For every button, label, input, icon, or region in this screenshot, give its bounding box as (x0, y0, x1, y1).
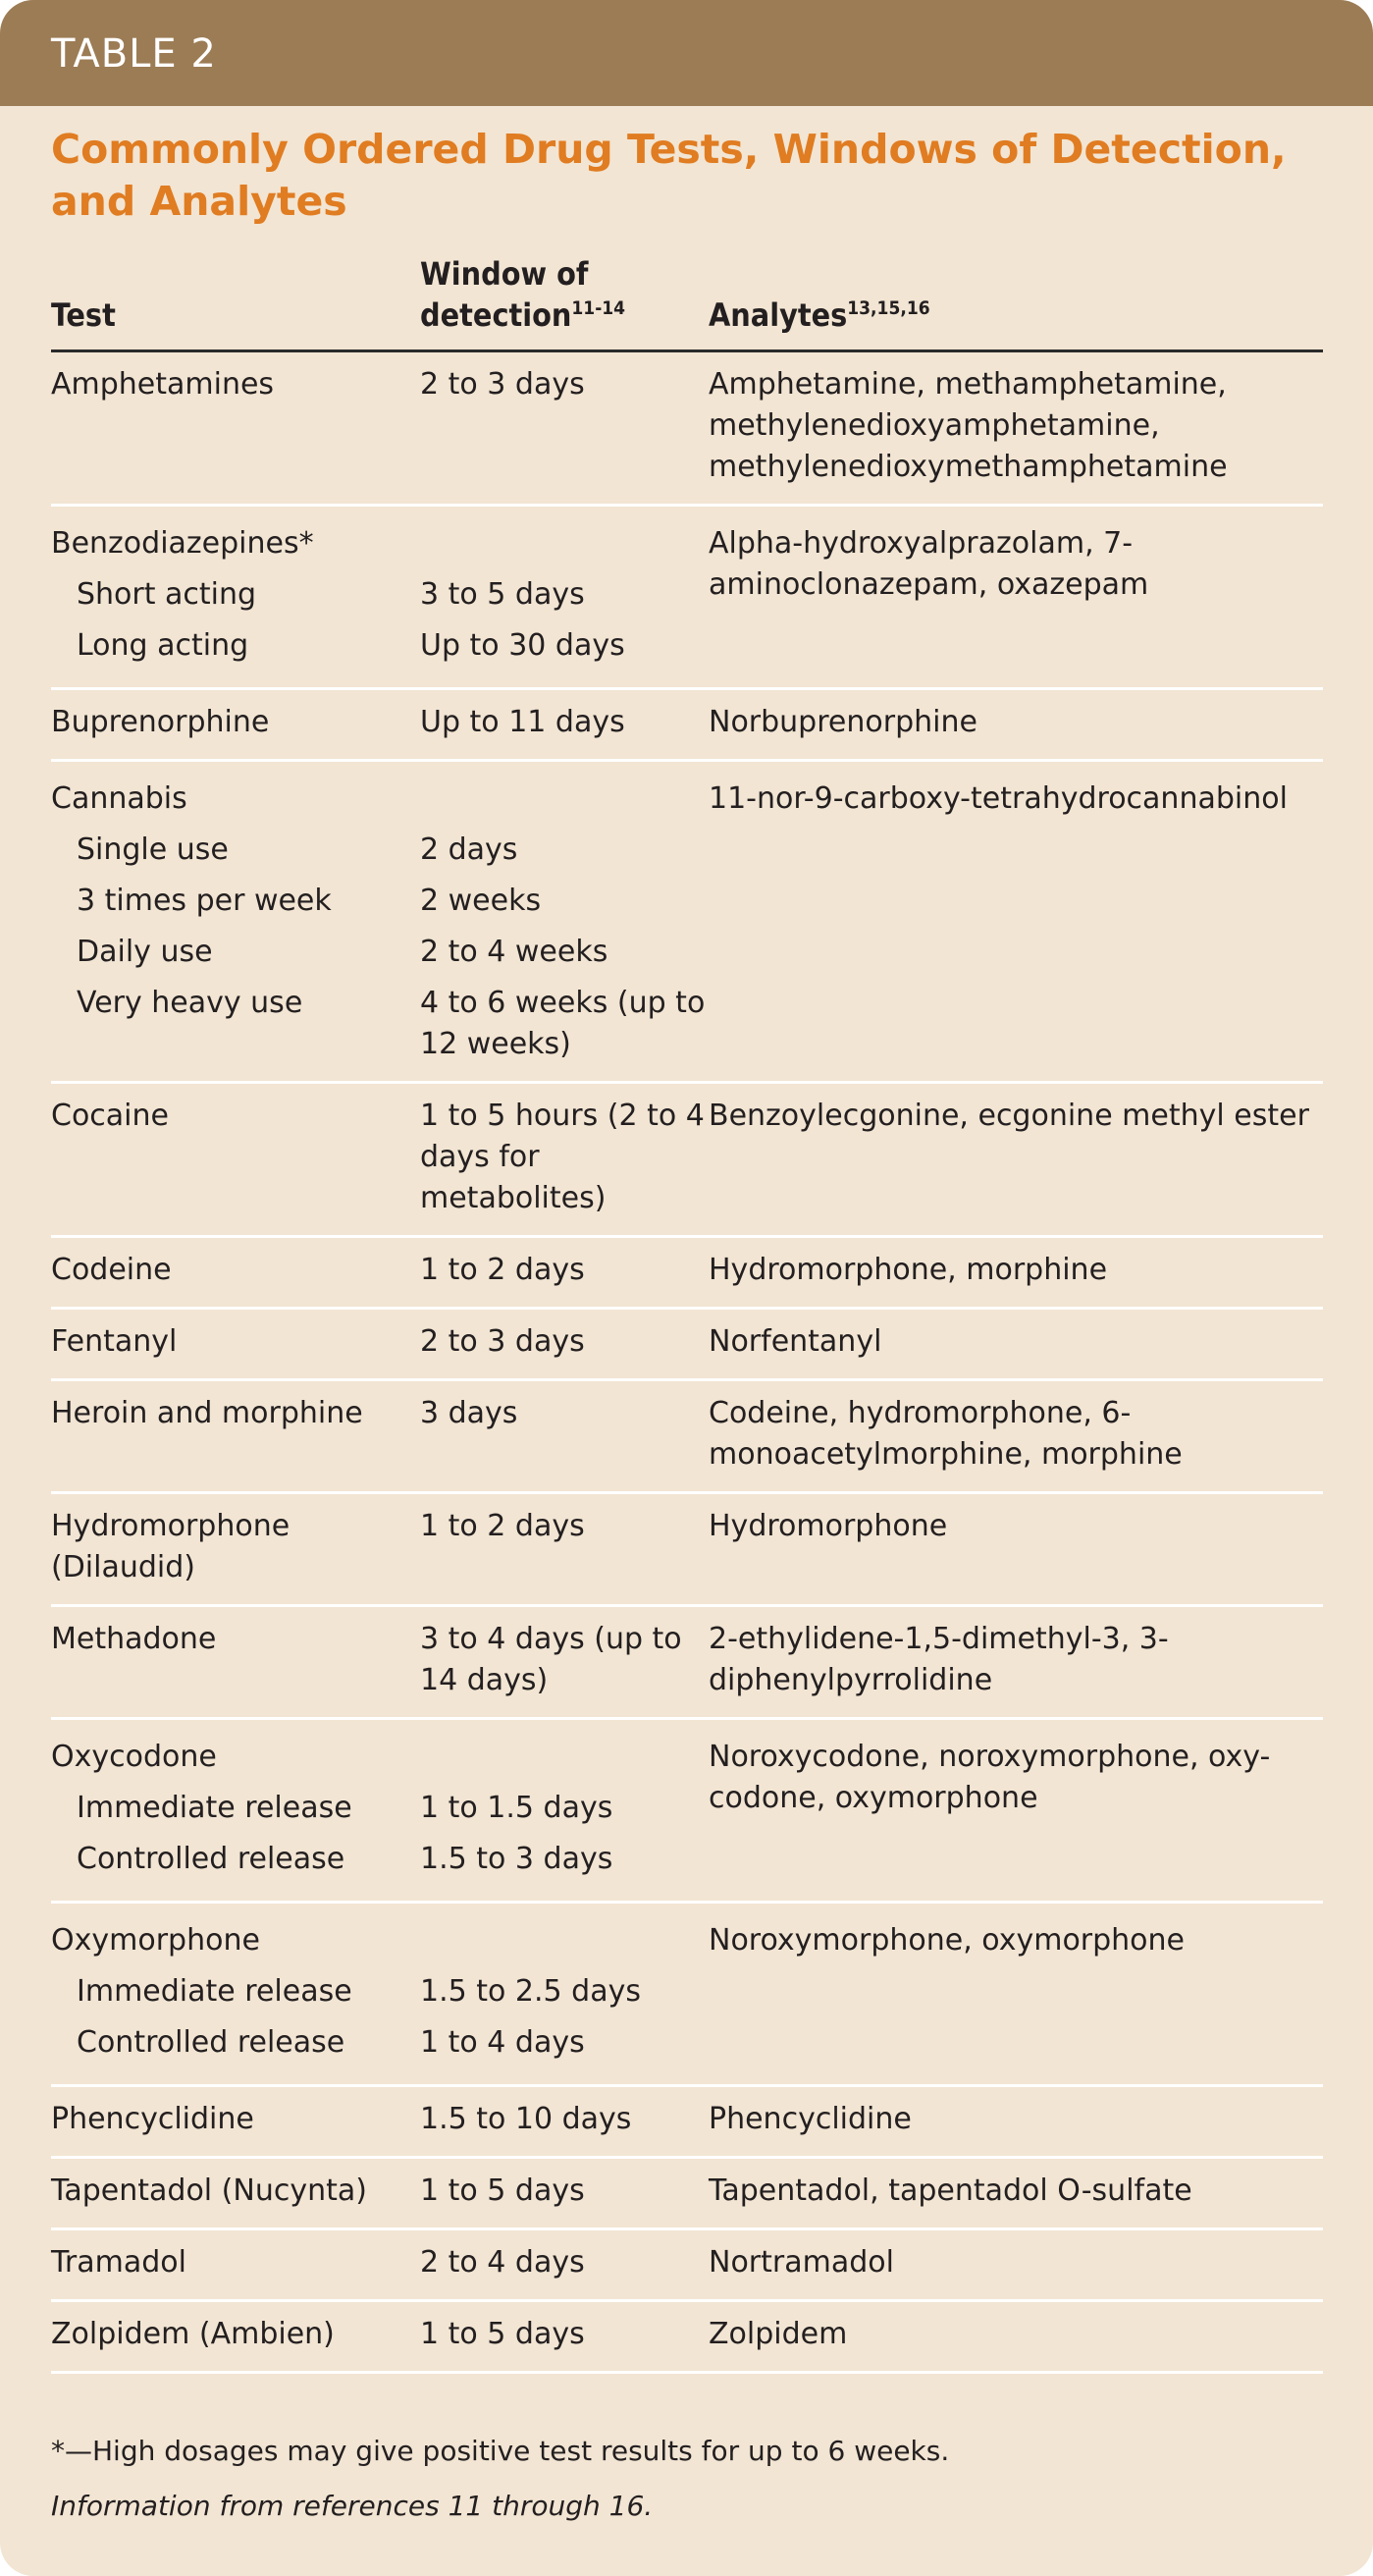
column-header-window-ref: 11-14 (571, 297, 626, 319)
cell-analytes: Norfentanyl (709, 1324, 882, 1359)
cell-test: Oxymorphone (51, 1923, 260, 1958)
cell-window: 1.5 to 3 days (420, 1842, 613, 1876)
cell-subtest: Short acting (77, 577, 257, 612)
cell-window: 1 to 2 days (420, 1509, 585, 1543)
cell-window: 3 to 4 days (up to 14 days) (420, 1622, 682, 1697)
cell-window: 1 to 5 hours (2 to 4 days for metabolites) (420, 1099, 705, 1215)
cell-analytes: Noroxycodone, noroxymorphone, oxy-codone, oxymorphone (709, 1740, 1271, 1815)
cell-window: Up to 11 days (420, 705, 625, 739)
cell-test: Zolpidem (Ambien) (51, 2317, 335, 2351)
table-row (51, 1238, 1323, 1310)
source-note: Information from references 11 through 16. (51, 2490, 654, 2522)
table-row (51, 1494, 1323, 1607)
cell-window: 1 to 1.5 days (420, 1791, 613, 1825)
cell-window (420, 518, 709, 569)
table-row (51, 2159, 1323, 2230)
cell-analytes: Hydromorphone, morphine (709, 1253, 1108, 1287)
cell-window: 3 days (420, 1396, 518, 1430)
cell-analytes: 2-ethylidene-1,5-dimethyl-3, 3-diphenylpyrrolidine (709, 1622, 1169, 1697)
cell-window: 1 to 5 days (420, 2317, 585, 2351)
cell-window: 1.5 to 2.5 days (420, 1974, 641, 2009)
cell-subtest: Very heavy use (77, 986, 303, 1020)
table-header-row (51, 245, 1323, 352)
table-row (51, 1381, 1323, 1494)
cell-subtest: 3 times per week (77, 884, 332, 918)
table-row (51, 1310, 1323, 1381)
cell-test: Benzodiazepines* (51, 526, 314, 561)
cell-test: Tramadol (51, 2245, 186, 2280)
column-header-analytes-label: Analytes (709, 296, 848, 334)
table-row (51, 2087, 1323, 2159)
cell-analytes: Hydromorphone (709, 1509, 948, 1543)
cell-test: Codeine (51, 1253, 172, 1287)
table-label: TABLE 2 (51, 31, 217, 77)
cell-test: Heroin and morphine (51, 1396, 363, 1430)
cell-analytes: Phencyclidine (709, 2102, 912, 2136)
table-row (51, 2230, 1323, 2302)
cell-window: 1 to 2 days (420, 1253, 585, 1287)
cell-analytes: Codeine, hydromorphone, 6-monoacetylmorphine, morphine (709, 1396, 1183, 1472)
cell-window (420, 1732, 709, 1783)
column-header-window-label: Window of detection (420, 255, 589, 334)
cell-test: Oxycodone (51, 1740, 217, 1774)
cell-window: 2 to 4 weeks (420, 935, 608, 969)
column-header-test: Test (51, 296, 116, 334)
cell-window: 4 to 6 weeks (up to 12 weeks) (420, 986, 706, 1061)
cell-window: 1 to 5 days (420, 2174, 585, 2208)
cell-analytes: Norbuprenorphine (709, 705, 977, 739)
cell-subtest: Controlled release (77, 1842, 345, 1876)
column-header-analytes-ref: 13,15,16 (847, 297, 930, 319)
cell-subtest: Immediate release (77, 1791, 352, 1825)
cell-analytes: Benzoylecgonine, ecgonine methyl ester (709, 1099, 1309, 1133)
table-row (51, 1607, 1323, 1720)
cell-analytes: Zolpidem (709, 2317, 848, 2351)
cell-window: 2 to 3 days (420, 1324, 585, 1359)
table-row (51, 507, 1323, 690)
cell-window: 1 to 4 days (420, 2025, 585, 2060)
cell-test: Phencyclidine (51, 2102, 254, 2136)
cell-test: Methadone (51, 1622, 217, 1656)
cell-window (420, 774, 709, 825)
cell-window: Up to 30 days (420, 628, 625, 663)
table-row (51, 690, 1323, 762)
table-row (51, 762, 1323, 1084)
column-header-analytes (709, 295, 930, 336)
cell-subtest: Immediate release (77, 1974, 352, 2009)
cell-window: 2 to 3 days (420, 367, 585, 402)
cell-window: 2 days (420, 832, 518, 867)
header-bar (0, 0, 1373, 106)
cell-window: 2 to 4 days (420, 2245, 585, 2280)
table-row (51, 1904, 1323, 2087)
table-row (51, 1720, 1323, 1904)
table-row (51, 2302, 1323, 2374)
cell-test: Cocaine (51, 1099, 169, 1133)
cell-analytes: Nortramadol (709, 2245, 894, 2280)
column-header-window (420, 253, 675, 336)
cell-subtest: Long acting (77, 628, 249, 663)
cell-test: Tapentadol (Nucynta) (51, 2174, 367, 2208)
cell-test: Fentanyl (51, 1324, 178, 1359)
table-row (51, 352, 1323, 507)
cell-subtest: Controlled release (77, 2025, 345, 2060)
table-row (51, 1084, 1323, 1238)
cell-subtest: Daily use (77, 935, 213, 969)
cell-analytes: Amphetamine, methamphetamine, methylenedioxyamphetamine, methylenedioxymethamphetamine (709, 367, 1228, 484)
cell-analytes: 11-nor-9-carboxy-tetrahydrocannabinol (709, 781, 1288, 816)
cell-analytes: Noroxymorphone, oxymorphone (709, 1923, 1186, 1958)
cell-analytes: Alpha-hydroxyalprazolam, 7-aminoclonazepam, oxazepam (709, 526, 1149, 602)
cell-window: 3 to 5 days (420, 577, 585, 612)
cell-test: Buprenorphine (51, 705, 270, 739)
cell-analytes: Tapentadol, tapentadol O-sulfate (709, 2174, 1192, 2208)
cell-window: 2 weeks (420, 884, 542, 918)
cell-test: Cannabis (51, 781, 187, 816)
drug-test-table (51, 245, 1323, 2374)
cell-subtest: Single use (77, 832, 229, 867)
table-title: Commonly Ordered Drug Tests, Windows of Detection, and Analytes (51, 126, 1287, 225)
cell-window (420, 1915, 709, 1966)
cell-test: Amphetamines (51, 367, 275, 402)
cell-test: Hydromorphone (Dilaudid) (51, 1509, 290, 1584)
table-footnote: *—High dosages may give positive test results for up to 6 weeks. (51, 2435, 950, 2467)
cell-window: 1.5 to 10 days (420, 2102, 632, 2136)
